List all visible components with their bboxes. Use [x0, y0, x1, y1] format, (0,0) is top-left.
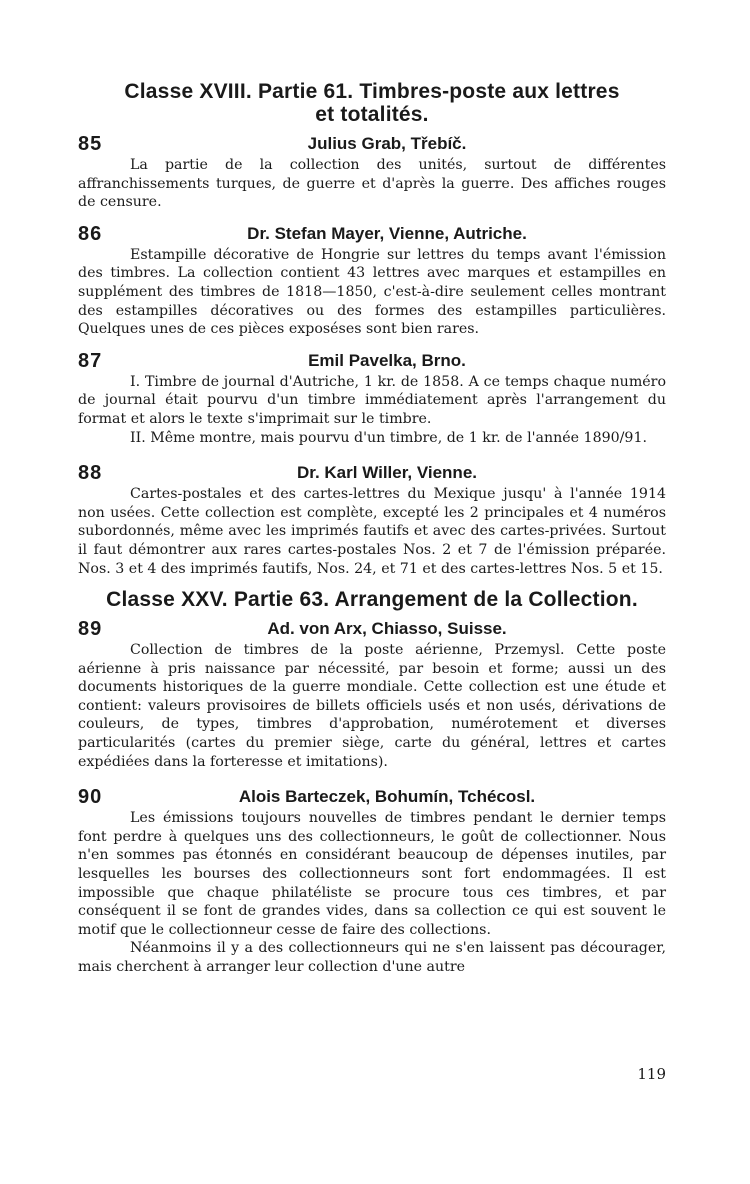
section-heading-line1: Classe XXV. Partie 63. Arrangement de la Collection.	[106, 588, 638, 612]
entry-paragraph: La partie de la collection des unités, surtout de différentes affranchissements turques, de guerre et d'après la guerre. Des affiches rouges de censure.	[78, 157, 666, 211]
entry-90	[78, 785, 666, 976]
section-heading	[78, 80, 666, 126]
page-number: 119	[637, 1065, 666, 1083]
entry-body	[78, 156, 666, 212]
entry-paragraph: Néanmoins il y a des collectionneurs qui ne s'en laissent pas décourager, mais cherchent à arranger leur collection d'une autre	[78, 940, 666, 975]
entry-header	[78, 617, 666, 641]
section-classe-xviii	[78, 80, 666, 578]
entry-number: 86	[78, 222, 103, 245]
entry-body	[78, 373, 666, 447]
entry-number: 89	[78, 618, 103, 641]
entry-number: 85	[78, 133, 103, 155]
entry-body	[78, 641, 666, 771]
entry-paragraph: Cartes-postales et des cartes-lettres du Mexique jusqu' à l'année 1914 non usées. Cette collection est complète, excepté les 2 principales et 4 numéros subordonnés, même avec les imprimés fautifs et avec des cartes-privées. Surtout il faut démontrer aux rares cartes-postales Nos. 2 et 7 de l'émission préparée. Nos. 3 et 4 des imprimés fautifs, Nos. 24, et 71 et des cartes-lettres Nos. 5 et 15.	[78, 486, 666, 577]
entry-header	[78, 222, 666, 246]
entry-87	[78, 349, 666, 447]
entry-paragraph: Collection de timbres de la poste aérienne, Przemysl. Cette poste aérienne à pris naissance par nécessité, par besoin et forme; aussi un des documents historiques de la guerre mondiale. Cette collection est une étude et contient: valeurs provisoires de billets officiels usés et non usés, dérivations de couleurs, de types, timbres d'approbation, numérotement et diverses particularités (cartes du premier siège, carte du général, lettres et cartes expédiées dans la forteresse et imitations).	[78, 642, 666, 770]
entry-header	[78, 461, 666, 485]
page-content	[78, 80, 666, 977]
entry-paragraph: Les émissions toujours nouvelles de timbres pendant le dernier temps font perdre à quelques uns des collectionneurs, le goût de collectionner. Nous n'en sommes pas étonnés en considérant beaucoup de dépenses inutiles, par lesquelles les bourses des collectionneurs sont fort endommagées. Il est impossible que chaque philatéliste se procure tous ces timbres, et par conséquent il se font de grandes vides, dans sa collection ce qui est souvent le motif que le collectionneur cesse de faire des collections.	[78, 810, 666, 938]
entry-paragraph: II. Même montre, mais pourvu d'un timbre, de 1 kr. de l'année 1890/91.	[130, 429, 647, 446]
section-heading-line1: Classe XVIII. Partie 61. Timbres-poste aux lettres	[124, 80, 620, 103]
section-classe-xxv	[78, 588, 666, 977]
entry-89	[78, 617, 666, 771]
entry-paragraph: Estampille décorative de Hongrie sur lettres du temps avant l'émission des timbres. La collection contient 43 lettres avec marques et estampilles en supplément des timbres de 1818—1850, c'est-à-dire seulement celles montrant des estampilles décoratives ou des formes des estampilles particulières. Quelques unes de ces pièces exposéses sont bien rares.	[78, 246, 666, 338]
entry-86	[78, 222, 666, 339]
entry-body	[78, 809, 666, 976]
entry-paragraph: I. Timbre de journal d'Autriche, 1 kr. de 1858. A ce temps chaque numéro de journal était pourvu d'un timbre immédiatement après l'arrangement du format et alors le texte s'imprimait sur le timbre.	[78, 373, 666, 427]
exhibitor-name: Ad. von Arx, Chiasso, Suisse.	[267, 619, 507, 639]
entry-88	[78, 461, 666, 578]
entry-85	[78, 132, 666, 212]
entry-body	[78, 485, 666, 578]
entry-header	[78, 349, 666, 373]
section-heading-line2: et totalités.	[315, 103, 429, 126]
exhibitor-name: Dr. Stefan Mayer, Vienne, Autriche.	[247, 223, 527, 243]
entry-body	[78, 246, 666, 339]
exhibitor-name: Emil Pavelka, Brno.	[308, 350, 466, 370]
entry-header	[78, 785, 666, 809]
entry-number: 87	[78, 349, 103, 372]
entry-header	[78, 132, 666, 156]
section-heading	[78, 588, 666, 611]
entry-number: 90	[78, 786, 103, 809]
exhibitor-name: Dr. Karl Willer, Vienne.	[297, 463, 477, 483]
exhibitor-name: Julius Grab, Třebíč.	[307, 134, 467, 153]
exhibitor-name: Alois Barteczek, Bohumín, Tchécosl.	[238, 787, 536, 807]
entry-number: 88	[78, 462, 103, 485]
